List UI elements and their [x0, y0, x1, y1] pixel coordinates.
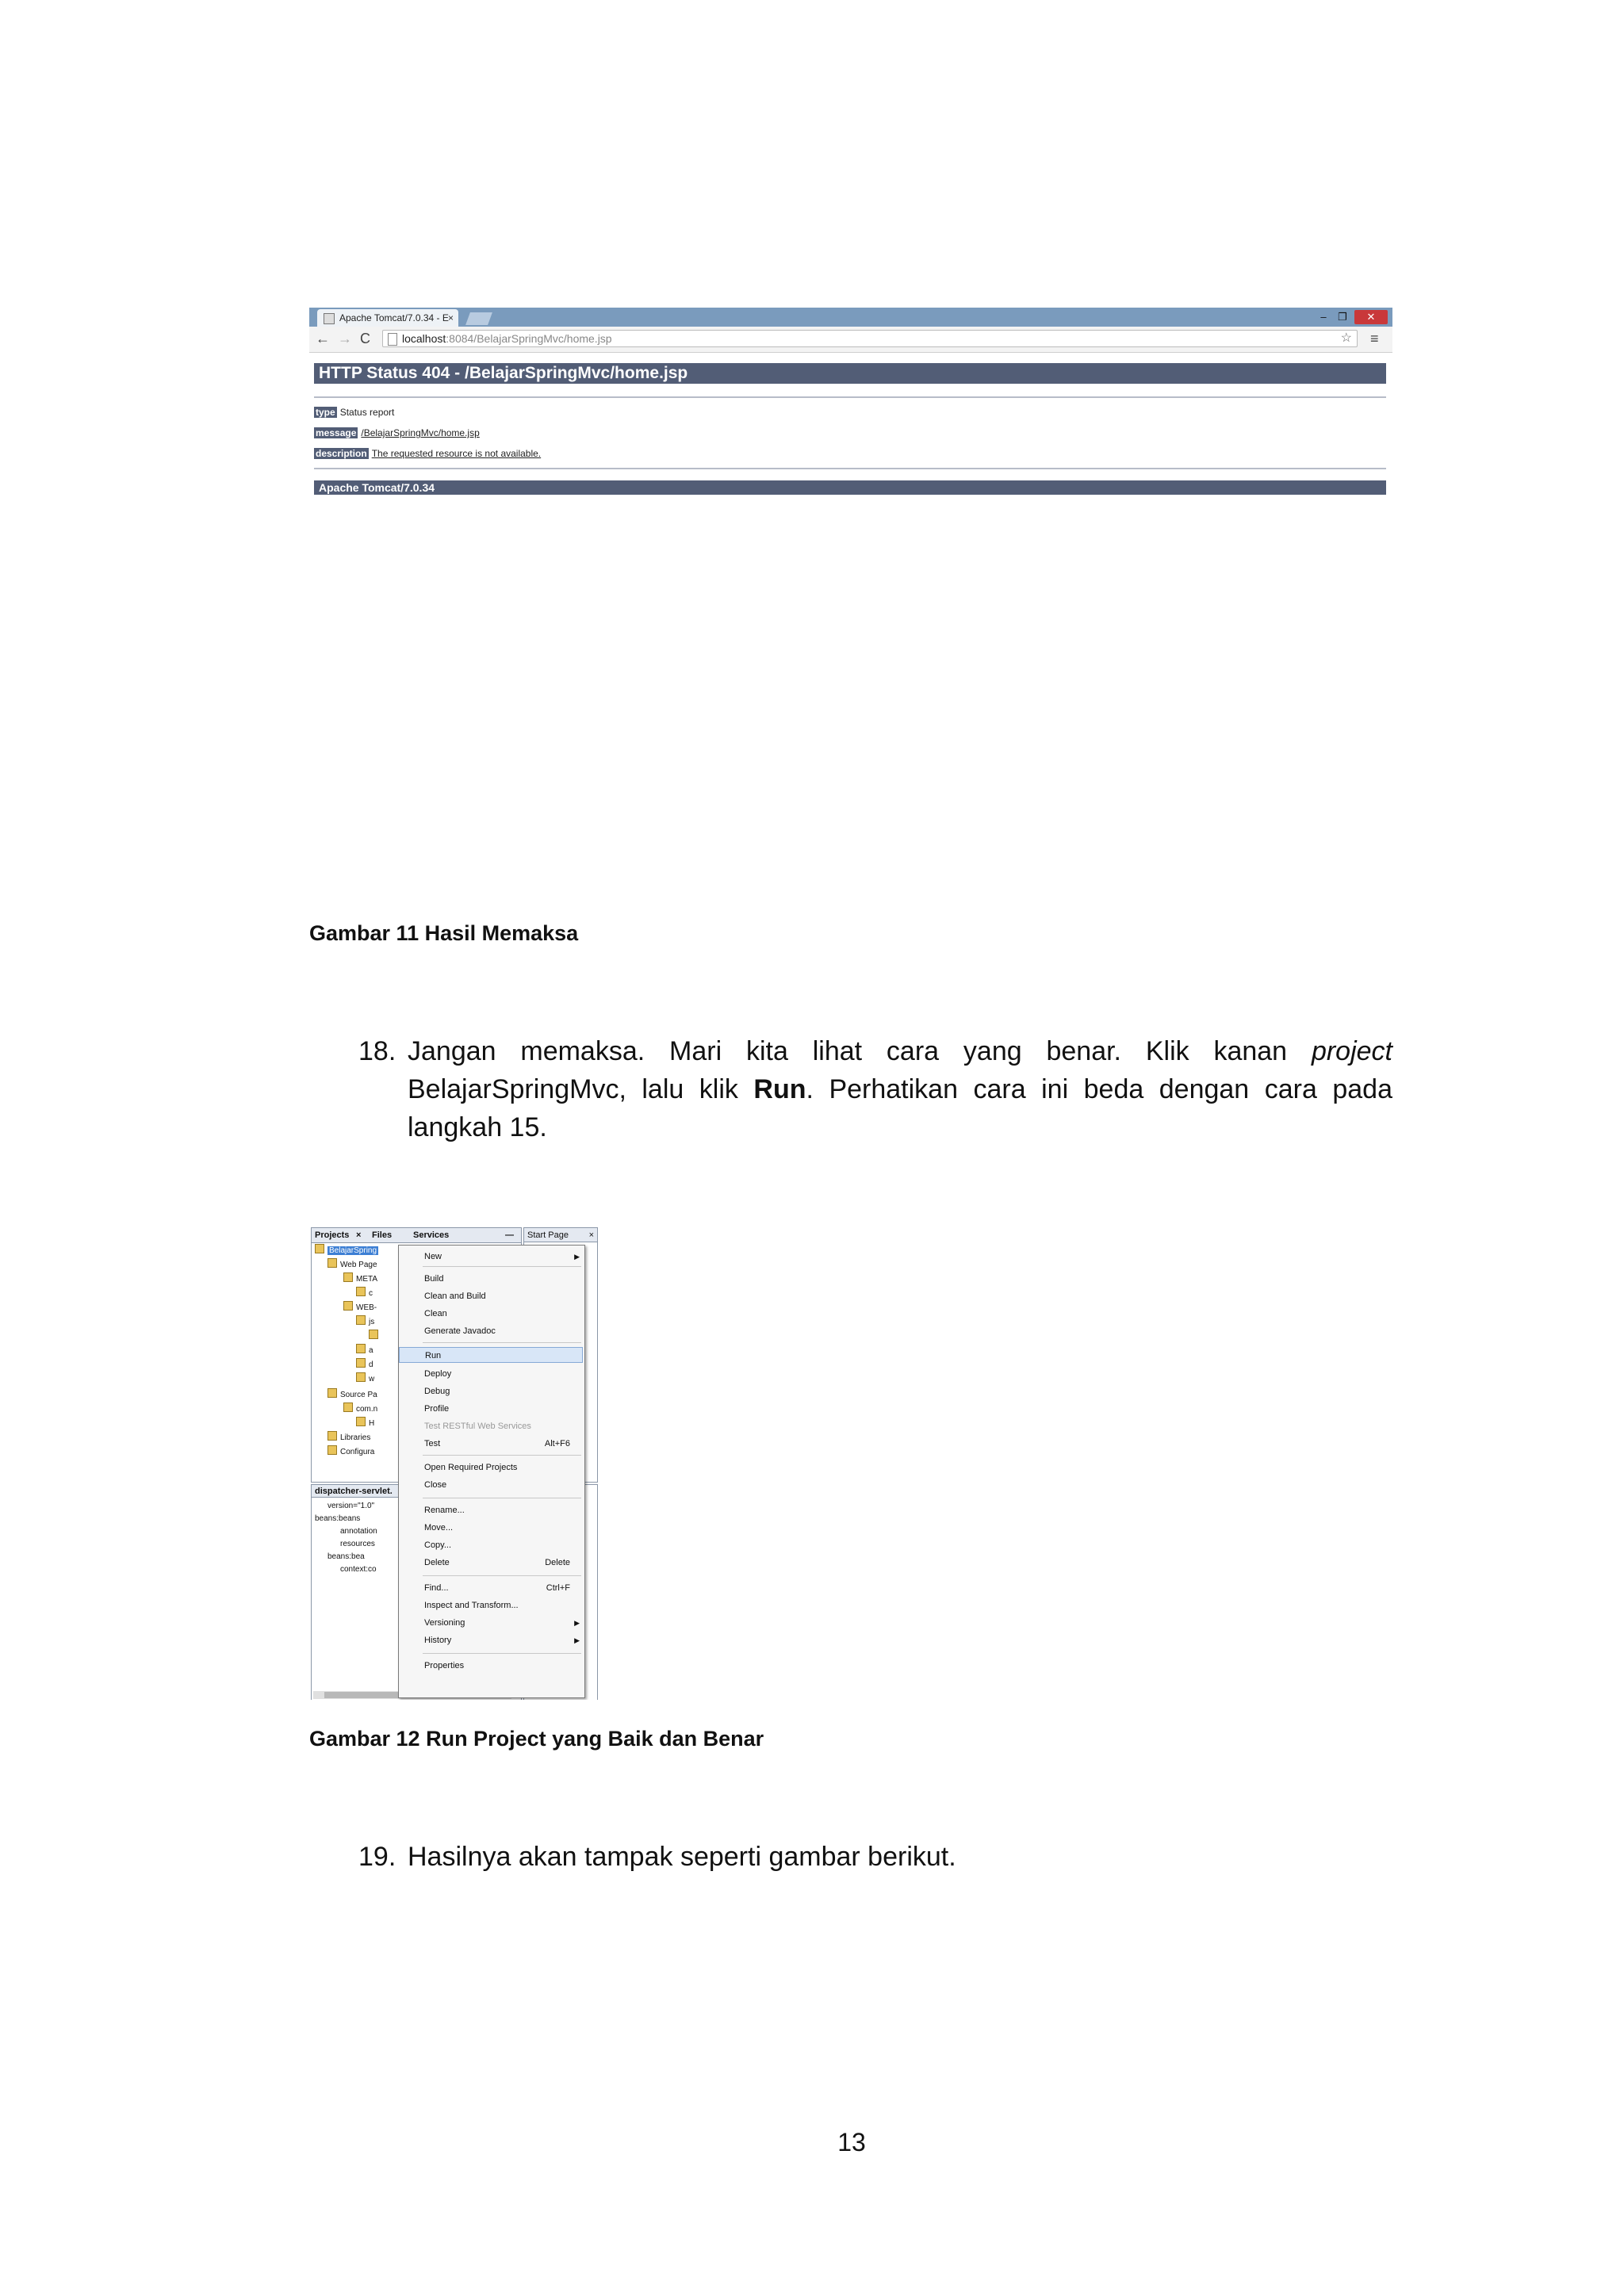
tree-item[interactable]: js [356, 1315, 374, 1328]
xml-node[interactable]: beans:bea [327, 1552, 365, 1561]
menu-item-open-required[interactable]: Open Required Projects [424, 1463, 518, 1472]
window-close-icon[interactable]: ✕ [1354, 310, 1388, 324]
restore-icon[interactable]: ❐ [1338, 311, 1347, 323]
menu-item-profile[interactable]: Profile [424, 1404, 450, 1414]
tree-item[interactable]: com.n [343, 1402, 377, 1415]
menu-separator [423, 1342, 581, 1343]
figure-12-netbeans-screenshot [311, 1227, 598, 1700]
shortcut-label: Alt+F6 [544, 1439, 570, 1448]
tree-item[interactable]: Web Page [327, 1258, 377, 1271]
tree-item[interactable]: Libraries [327, 1431, 370, 1444]
menu-separator [423, 1266, 581, 1267]
menu-item-new[interactable]: New ▶ [399, 1249, 583, 1265]
menu-item-inspect-transform[interactable]: Inspect and Transform... [424, 1601, 519, 1610]
tab-close-icon[interactable]: × [588, 1230, 594, 1240]
xml-node[interactable]: context:co [340, 1565, 377, 1574]
submenu-arrow-icon: ▶ [574, 1636, 580, 1644]
description-row: description The requested resource is not available. [316, 448, 542, 459]
menu-item-close[interactable]: Close [424, 1480, 447, 1490]
figure-11-caption: Gambar 11 Hasil Memaksa [309, 921, 579, 945]
menu-item-build[interactable]: Build [424, 1274, 444, 1284]
step-19 [358, 1838, 1392, 1876]
tree-item[interactable]: WEB- [343, 1301, 377, 1314]
navigator-title: dispatcher-servlet. [312, 1485, 521, 1498]
shortcut-label: Delete [545, 1558, 570, 1567]
menu-item-test[interactable]: Test Alt+F6 [399, 1436, 583, 1452]
minimize-icon[interactable]: – [1320, 311, 1327, 323]
tab-close-icon[interactable]: × [356, 1230, 362, 1240]
step-text: Jangan memaksa. Mari kita lihat cara yang benar. Klik kanan project BelajarSpringMvc, lalu klik Run. Perhatikan cara ini beda dengan cara pada langkah 15. [408, 1036, 1392, 1142]
browser-toolbar [309, 327, 1392, 353]
menu-item-debug[interactable]: Debug [424, 1387, 450, 1396]
xml-node[interactable]: beans:beans [315, 1514, 361, 1523]
menu-separator [423, 1455, 581, 1456]
menu-item-properties[interactable]: Properties [424, 1661, 465, 1670]
menu-item-clean[interactable]: Clean [424, 1309, 447, 1318]
tab-services[interactable]: Services [413, 1230, 450, 1240]
type-row: type Status report [316, 407, 395, 418]
back-arrow-icon[interactable]: ← [316, 331, 330, 346]
project-context-menu [398, 1245, 585, 1698]
tomcat-favicon-icon [324, 313, 335, 324]
menu-item-versioning[interactable]: Versioning ▶ [399, 1615, 583, 1631]
address-url: localhost:8084/BelajarSpringMvc/home.jsp [402, 332, 612, 345]
menu-item-history[interactable]: History ▶ [399, 1632, 583, 1648]
figure-11-browser-screenshot [309, 308, 1392, 496]
menu-item-move[interactable]: Move... [424, 1523, 454, 1533]
browser-titlebar [309, 308, 1392, 327]
tree-item[interactable]: a [356, 1344, 373, 1357]
new-tab-button[interactable] [465, 312, 492, 325]
xml-node[interactable]: version="1.0" [327, 1502, 375, 1510]
menu-separator [423, 1575, 581, 1576]
tree-item[interactable]: w [356, 1372, 374, 1385]
menu-item-clean-and-build[interactable]: Clean and Build [424, 1292, 486, 1301]
step-text: Hasilnya akan tampak seperti gambar berikut. [408, 1842, 956, 1872]
tab-start-page[interactable]: Start Page × [524, 1228, 597, 1242]
step-18 [358, 1032, 1392, 1146]
submenu-arrow-icon: ▶ [574, 1619, 580, 1627]
divider [314, 468, 1386, 469]
menu-separator [423, 1653, 581, 1654]
server-footer: Apache Tomcat/7.0.34 [314, 480, 1386, 495]
reload-icon[interactable]: C [360, 331, 370, 346]
address-bar[interactable] [382, 330, 1358, 347]
xml-node[interactable]: resources [340, 1540, 375, 1548]
menu-item-copy[interactable]: Copy... [424, 1540, 452, 1550]
menu-item-run[interactable]: Run [399, 1347, 583, 1363]
menu-item-delete[interactable]: Delete Delete [399, 1555, 583, 1571]
shortcut-label: Ctrl+F [546, 1583, 570, 1593]
menu-item-generate-javadoc[interactable]: Generate Javadoc [424, 1326, 496, 1336]
projects-tabs [312, 1228, 521, 1243]
xml-node[interactable]: annotation [340, 1527, 377, 1536]
browser-tab-title: Apache Tomcat/7.0.34 - E [339, 312, 449, 323]
menu-icon[interactable]: ≡ [1370, 331, 1379, 346]
message-row: message /BelajarSpringMvc/home.jsp [316, 427, 480, 438]
submenu-arrow-icon: ▶ [574, 1253, 580, 1261]
menu-item-test-restful[interactable]: Test RESTful Web Services [424, 1422, 531, 1431]
step-number: 18. [358, 1036, 396, 1066]
menu-item-rename[interactable]: Rename... [424, 1506, 465, 1515]
forward-arrow-icon[interactable]: → [338, 331, 352, 346]
page-number: 13 [837, 2128, 866, 2156]
menu-item-deploy[interactable]: Deploy [424, 1369, 452, 1379]
tree-item[interactable]: Source Pa [327, 1388, 377, 1401]
tab-close-icon[interactable]: × [447, 312, 454, 323]
browser-tab[interactable] [317, 309, 458, 327]
tab-files[interactable]: Files [372, 1230, 393, 1240]
tree-item[interactable]: c [356, 1287, 373, 1299]
tree-item[interactable] [369, 1330, 381, 1342]
page-icon [388, 333, 397, 346]
figure-12-caption: Gambar 12 Run Project yang Baik dan Benar [309, 1727, 764, 1751]
divider [314, 396, 1386, 398]
tree-item[interactable]: H [356, 1417, 374, 1429]
tree-item-project[interactable]: BelajarSpring [315, 1244, 378, 1257]
tree-item[interactable]: d [356, 1358, 373, 1371]
minimize-icon[interactable]: — [505, 1230, 514, 1240]
error-heading: HTTP Status 404 - /BelajarSpringMvc/home.jsp [314, 363, 1386, 384]
bookmark-star-icon[interactable]: ☆ [1340, 331, 1352, 345]
tab-projects[interactable]: Projects [315, 1230, 350, 1240]
menu-item-find[interactable]: Find... Ctrl+F [399, 1580, 583, 1596]
step-number: 19. [358, 1842, 396, 1872]
tree-item[interactable]: Configura [327, 1445, 374, 1458]
tree-item[interactable]: META [343, 1272, 377, 1285]
